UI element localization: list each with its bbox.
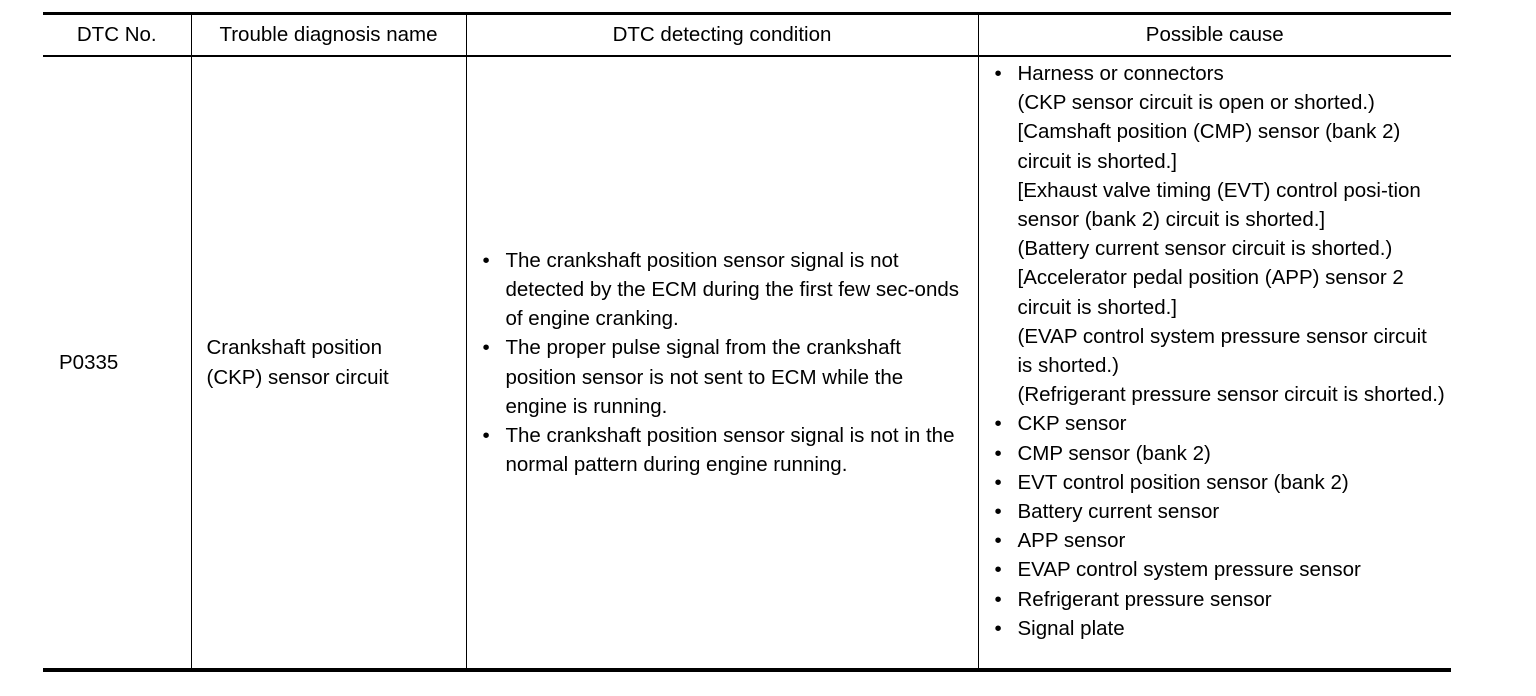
table-header-row bbox=[43, 14, 1451, 57]
dtc-code-cell bbox=[43, 56, 191, 670]
cause-harness-detail: [Camshaft position (CMP) sensor (bank 2) circuit is shorted.] bbox=[1017, 120, 1401, 173]
cause-item: • CMP sensor (bank 2) bbox=[993, 439, 1446, 468]
table-row bbox=[43, 56, 1451, 670]
condition-list bbox=[481, 246, 970, 480]
cause-item: • Battery current sensor bbox=[993, 497, 1446, 526]
dtc-code: P0335 bbox=[59, 350, 119, 374]
cause-harness-detail: [Exhaust valve timing (EVT) control posi-tion sensor (bank 2) circuit is shorted.] bbox=[1017, 178, 1421, 232]
cause-harness-detail: (CKP sensor circuit is open or shorted.) bbox=[1017, 91, 1375, 115]
cause-item: • Refrigerant pressure sensor bbox=[993, 585, 1446, 614]
possible-cause-cell bbox=[978, 56, 1451, 670]
diagnosis-name-cell bbox=[191, 56, 466, 670]
dtc-table bbox=[43, 12, 1451, 672]
cause-item: • APP sensor bbox=[993, 526, 1446, 555]
cause-harness-detail: [Accelerator pedal position (APP) sensor 2 circuit is shorted.] bbox=[1017, 266, 1404, 319]
cause-item: • EVT control position sensor (bank 2) bbox=[993, 468, 1446, 497]
condition-item: • The crankshaft position sensor signal is not detected by the ECM during the first few sec-onds of engine cranking. bbox=[481, 246, 970, 334]
header-dtc-no: DTC No. bbox=[76, 23, 157, 47]
diagnosis-name-line: Crankshaft position bbox=[206, 336, 382, 360]
condition-item: • The crankshaft position sensor signal is not in the normal pattern during engine running. bbox=[481, 421, 970, 479]
header-detecting-condition: DTC detecting condition bbox=[466, 14, 978, 57]
cause-item: • EVAP control system pressure sensor bbox=[993, 555, 1446, 584]
cause-harness-detail: (Battery current sensor circuit is shorted.) bbox=[1017, 237, 1393, 261]
cause-harness-detail: (Refrigerant pressure sensor circuit is shorted.) bbox=[1017, 383, 1445, 407]
diagnosis-name-line: (CKP) sensor circuit bbox=[206, 365, 389, 389]
cause-item: • CKP sensor bbox=[993, 409, 1446, 438]
cause-item: • Signal plate bbox=[993, 614, 1446, 643]
cause-harness-title: • Harness or connectors bbox=[1017, 62, 1224, 85]
cause-list bbox=[993, 59, 1446, 643]
header-trouble-name: Trouble diagnosis name bbox=[191, 14, 466, 57]
cause-item-harness bbox=[993, 59, 1446, 409]
header-possible-cause: Possible cause bbox=[978, 14, 1451, 57]
cause-harness-detail: (EVAP control system pressure sensor circuit is shorted.) bbox=[1017, 324, 1427, 378]
detecting-condition-cell bbox=[466, 56, 978, 670]
condition-item: • The proper pulse signal from the crankshaft position sensor is not sent to ECM while the engine is running. bbox=[481, 333, 970, 421]
